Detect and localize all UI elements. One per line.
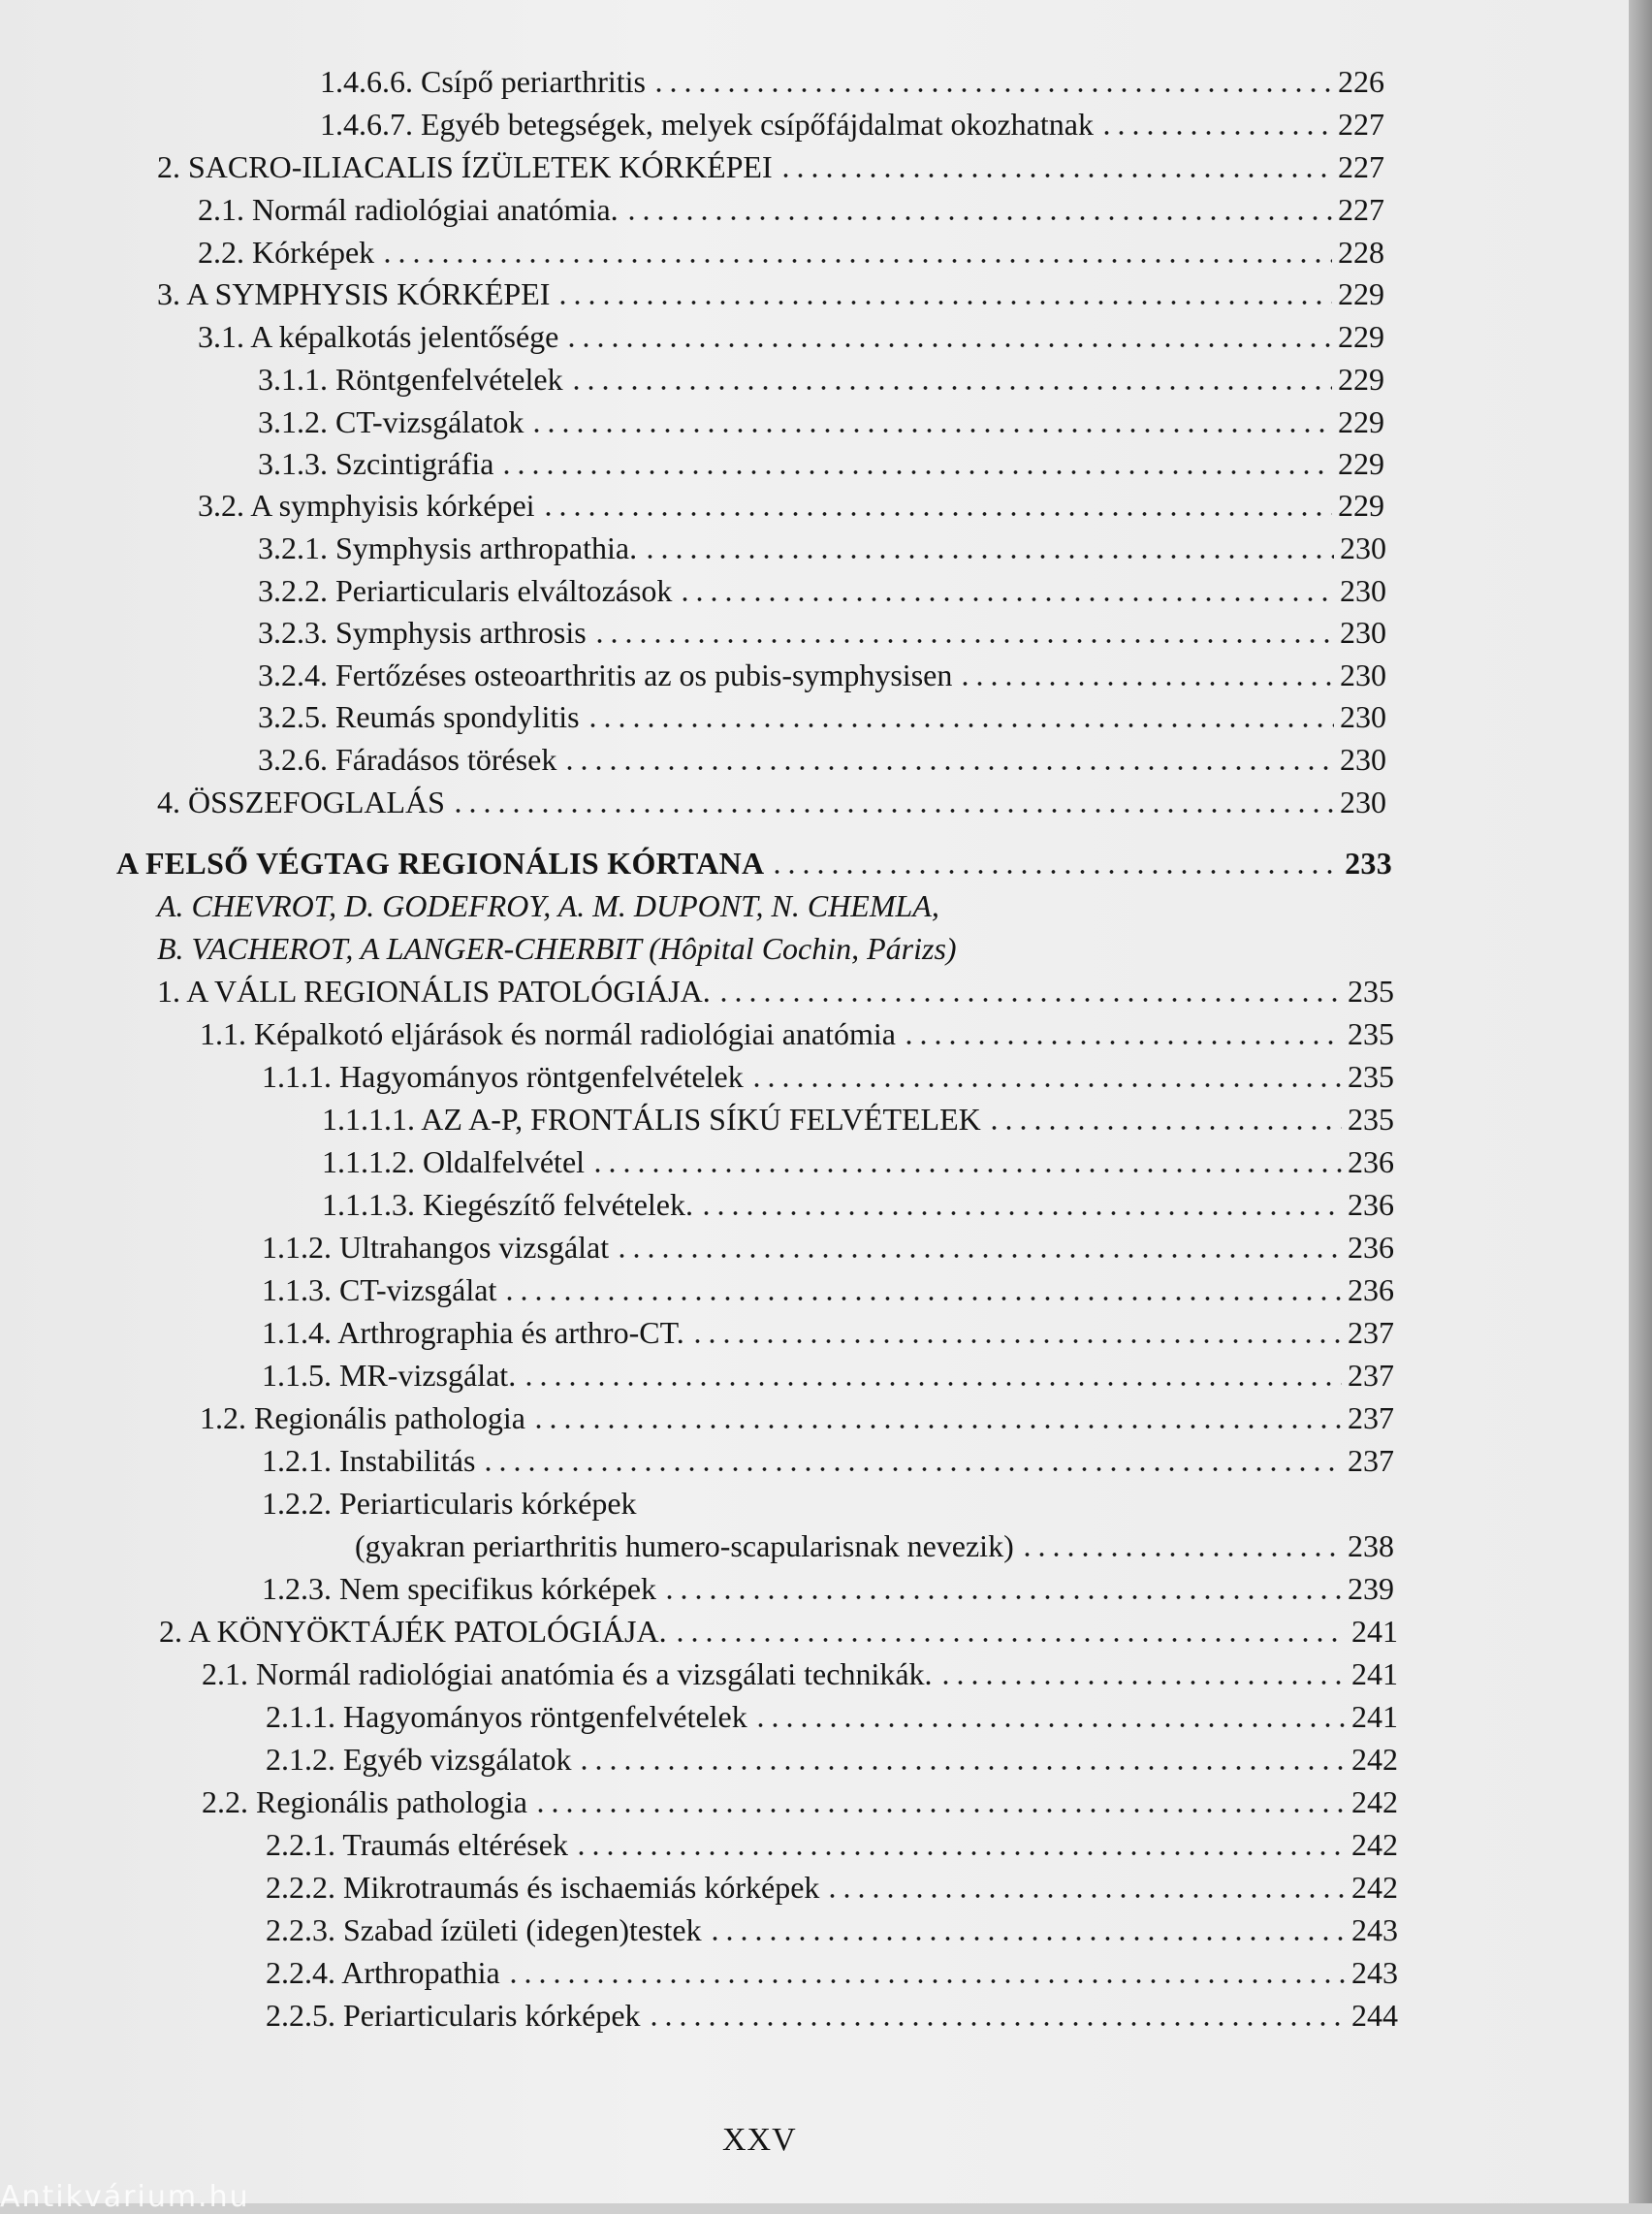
toc-entry	[258, 399, 1384, 441]
toc-entry-label: 3.1.3. Szcintigráfia	[258, 446, 494, 481]
leader-dots	[1099, 131, 1332, 135]
toc-entry	[262, 1352, 1394, 1395]
leader-dots	[574, 1851, 1346, 1855]
toc-entry	[157, 144, 1384, 186]
toc-entry-label: 1.1.4. Arthrographia és arthro-CT.	[262, 1315, 684, 1350]
toc-entry-page: 230	[1340, 573, 1386, 608]
toc-entry	[258, 609, 1386, 652]
toc-entry	[258, 440, 1384, 483]
toc-entry	[258, 356, 1384, 399]
toc-entry	[258, 693, 1386, 736]
toc-entry-page: 235	[1348, 974, 1394, 1009]
toc-entry-label: 1.2.3. Nem specifikus kórképek	[262, 1571, 657, 1606]
toc-entry	[258, 567, 1386, 610]
leader-dots	[522, 1382, 1342, 1386]
leader-dots	[592, 639, 1334, 643]
toc-entry-page: 230	[1340, 615, 1386, 650]
toc-entry-label: 1.1.5. MR-vizsgálat.	[262, 1358, 517, 1393]
toc-entry-page: 235	[1348, 1016, 1394, 1051]
leader-dots	[647, 2022, 1346, 2026]
toc-entry-label: 2.2.3. Szabad ízületi (idegen)testek	[266, 1912, 702, 1947]
toc-entry-label: 2.1. Normál radiológiai anatómia.	[198, 192, 619, 227]
leader-dots	[753, 1723, 1346, 1727]
page-number-footer: XXV	[722, 2122, 797, 2158]
toc-entry	[262, 1224, 1394, 1267]
leader-dots	[678, 597, 1334, 601]
toc-entry	[262, 1267, 1394, 1309]
toc-entry-page: 242	[1351, 1784, 1398, 1819]
toc-entry-label: 1.1.2. Ultrahangos vizsgálat	[262, 1230, 610, 1265]
toc-entry	[157, 968, 1394, 1011]
toc-entry-page: 233	[1345, 846, 1392, 881]
leader-dots	[502, 1297, 1342, 1300]
leader-dots	[673, 1638, 1346, 1642]
toc-entry-page: 229	[1338, 488, 1384, 523]
toc-entry-label: 2.2.5. Periarticularis kórképek	[266, 1998, 641, 2033]
leader-dots	[643, 555, 1334, 559]
toc-entry	[266, 1864, 1398, 1907]
toc-entry	[262, 1480, 1394, 1523]
leader-dots	[699, 1211, 1342, 1215]
toc-entry-page: 227	[1338, 149, 1384, 184]
toc-entry-label: 2. SACRO-ILIACALIS ÍZÜLETEK KÓRKÉPEI	[157, 149, 773, 184]
toc-entry	[198, 186, 1384, 229]
toc-entry-label: 1.1.1. Hagyományos röntgenfelvételek	[262, 1059, 744, 1094]
toc-entry-page: 241	[1351, 1614, 1398, 1649]
toc-entry-page: 242	[1351, 1870, 1398, 1905]
toc-entry-label: 1.4.6.6. Csípő periarthritis	[320, 64, 646, 99]
toc-entry-page: 229	[1338, 404, 1384, 439]
toc-entry	[202, 1779, 1398, 1821]
leader-dots	[533, 1809, 1346, 1813]
toc-entry-page: 235	[1348, 1059, 1394, 1094]
toc-entry-label: 2.1.1. Hagyományos röntgenfelvételek	[266, 1699, 747, 1734]
toc-entry-page: 237	[1348, 1315, 1394, 1350]
toc-entry	[320, 58, 1384, 101]
toc-entry-page: 230	[1340, 699, 1386, 734]
toc-entry-label: 2.2.2. Mikrotraumás és ischaemiás kórképek	[266, 1870, 820, 1905]
toc-authors	[157, 882, 1320, 925]
toc-entry-label: 4. ÖSSZEFOGLALÁS	[157, 785, 445, 819]
toc-entry-page: 237	[1348, 1400, 1394, 1435]
leader-dots	[569, 386, 1332, 390]
toc-entry-label: 1.1. Képalkotó eljárások és normál radiológiai anatómia	[200, 1016, 896, 1051]
leader-dots	[690, 1339, 1342, 1343]
toc-entry-page: 241	[1351, 1699, 1398, 1734]
toc-entry-page: 227	[1338, 192, 1384, 227]
toc-entry-page: 242	[1351, 1742, 1398, 1777]
toc-entry-page: 242	[1351, 1827, 1398, 1862]
toc-entry-page: 235	[1348, 1102, 1394, 1137]
toc-entry	[262, 1437, 1394, 1480]
toc-entry	[266, 1821, 1398, 1864]
toc-entry-page: 236	[1348, 1144, 1394, 1179]
toc-entry	[266, 1693, 1398, 1736]
toc-entry-page: 237	[1348, 1358, 1394, 1393]
toc-entry-page: 239	[1348, 1571, 1394, 1606]
toc-entry-page: 236	[1348, 1230, 1394, 1265]
toc-entry-label: 3.2.1. Symphysis arthropathia.	[258, 530, 638, 565]
toc-entry-label: 1. A VÁLL REGIONÁLIS PATOLÓGIÁJA.	[157, 974, 711, 1009]
toc-entry-label: 1.2.1. Instabilitás	[262, 1443, 476, 1478]
toc-entry-label: 2.2.1. Traumás eltérések	[266, 1827, 568, 1862]
toc-entry-label: 3.2.3. Symphysis arthrosis	[258, 615, 587, 650]
toc-entry-label: 3.2.2. Periarticularis elváltozások	[258, 573, 673, 608]
toc-entry	[200, 1011, 1394, 1053]
toc-entry	[200, 1395, 1394, 1437]
leader-dots	[770, 870, 1339, 874]
toc-entry	[258, 652, 1386, 694]
leader-dots	[624, 216, 1332, 220]
leader-dots	[615, 1254, 1342, 1258]
toc-entry-label: 3.1.1. Röntgenfelvételek	[258, 362, 563, 397]
toc-authors	[157, 925, 1320, 968]
leader-dots	[577, 1766, 1346, 1770]
toc-entry	[198, 229, 1384, 272]
leader-dots	[380, 259, 1332, 263]
toc-entry-label: (gyakran periarthritis humero-scapularisnak nevezik)	[355, 1528, 1014, 1563]
leader-dots	[451, 809, 1334, 813]
toc-entry-label: 3.2.6. Fáradásos törések	[258, 742, 557, 777]
toc-entry-label: 1.1.1.1. AZ A-P, FRONTÁLIS SÍKÚ FELVÉTELEK	[322, 1102, 981, 1137]
leader-dots	[562, 766, 1334, 770]
toc-entry-label: A FELSŐ VÉGTAG REGIONÁLIS KÓRTANA	[116, 846, 765, 881]
toc-entry	[198, 313, 1384, 356]
toc-entry-page: 229	[1338, 362, 1384, 397]
toc-entry-label: 3.1.2. CT-vizsgálatok	[258, 404, 524, 439]
leader-dots	[716, 998, 1342, 1002]
toc-entry-label: 1.2.2. Periarticularis kórképek	[262, 1486, 637, 1521]
toc-entry	[258, 736, 1386, 779]
toc-entry	[322, 1096, 1394, 1139]
toc-entry	[198, 482, 1384, 525]
leader-dots	[708, 1937, 1346, 1941]
toc-entry-label: 1.2. Regionális pathologia	[200, 1400, 525, 1435]
toc-entry-page: 230	[1340, 742, 1386, 777]
toc-entry-label: 2.1. Normál radiológiai anatómia és a vizsgálati technikák.	[202, 1656, 933, 1691]
leader-dots	[531, 1425, 1342, 1428]
toc-entry-page: 229	[1338, 319, 1384, 354]
leader-dots	[1020, 1553, 1342, 1556]
toc-entry-page: 230	[1340, 530, 1386, 565]
toc-entry	[320, 101, 1384, 144]
leader-dots	[586, 723, 1334, 727]
leader-dots	[749, 1083, 1342, 1087]
toc-entry	[322, 1139, 1394, 1181]
leader-dots	[651, 88, 1332, 92]
toc-entry	[355, 1523, 1394, 1565]
toc-entry	[159, 1608, 1398, 1651]
leader-dots	[529, 429, 1332, 433]
toc-entry-page: 236	[1348, 1187, 1394, 1222]
toc-entry-page: 227	[1338, 107, 1384, 142]
leader-dots	[481, 1467, 1342, 1471]
toc-entry-page: 230	[1340, 658, 1386, 692]
toc-entry-label: 1.1.3. CT-vizsgálat	[262, 1272, 497, 1307]
toc-entry-page: 226	[1338, 64, 1384, 99]
toc-entry-page: 243	[1351, 1955, 1398, 1990]
toc-entry	[266, 1949, 1398, 1992]
toc-entry-page: 236	[1348, 1272, 1394, 1307]
leader-dots	[825, 1894, 1346, 1898]
toc-entry-label: 2. A KÖNYÖKTÁJÉK PATOLÓGIÁJA.	[159, 1614, 667, 1649]
toc-entry-label: 3.1. A képalkotás jelentősége	[198, 319, 559, 354]
toc-entry	[157, 779, 1386, 821]
toc-entry	[266, 1736, 1398, 1779]
leader-dots	[564, 343, 1332, 347]
leader-dots	[778, 174, 1332, 177]
toc-entry	[322, 1181, 1394, 1224]
toc-entry-label: B. VACHEROT, A LANGER-CHERBIT (Hôpital Cochin, Párizs)	[157, 931, 957, 966]
book-spine-edge	[1629, 0, 1652, 2203]
toc-entry	[262, 1565, 1394, 1608]
toc-entry-page: 241	[1351, 1656, 1398, 1691]
leader-dots	[902, 1041, 1342, 1044]
toc-entry-page: 237	[1348, 1443, 1394, 1478]
leader-dots	[556, 301, 1332, 305]
toc-entry-page: 229	[1338, 276, 1384, 311]
leader-dots	[662, 1595, 1342, 1599]
toc-entry-page: 230	[1340, 785, 1386, 819]
leader-dots	[987, 1126, 1342, 1130]
toc-entry	[262, 1053, 1394, 1096]
toc-entry-label: 3.2.4. Fertőzéses osteoarthritis az os pubis-symphysisen	[258, 658, 953, 692]
toc-entry-page: 244	[1351, 1998, 1398, 2033]
toc-entry	[202, 1651, 1398, 1693]
toc-entry-page: 243	[1351, 1912, 1398, 1947]
toc-entry-page: 238	[1348, 1528, 1394, 1563]
toc-entry-label: 2.2. Kórképek	[198, 235, 375, 270]
toc-entry	[157, 271, 1384, 313]
toc-entry-page: 229	[1338, 446, 1384, 481]
leader-dots	[499, 470, 1332, 474]
toc-entry-label: 1.4.6.7. Egyéb betegségek, melyek csípőfájdalmat okozhatnak	[320, 107, 1094, 142]
leader-dots	[590, 1169, 1342, 1172]
toc-entry-page: 228	[1338, 235, 1384, 270]
leader-dots	[541, 512, 1332, 516]
toc-entry	[266, 1907, 1398, 1949]
toc-entry	[262, 1309, 1394, 1352]
leader-dots	[958, 682, 1334, 686]
toc-entry-label: 3. A SYMPHYSIS KÓRKÉPEI	[157, 276, 551, 311]
toc-entry	[266, 1992, 1398, 2035]
toc-entry	[258, 525, 1386, 567]
toc-entry-label: 2.2. Regionális pathologia	[202, 1784, 527, 1819]
toc-entry-label: 2.2.4. Arthropathia	[266, 1955, 500, 1990]
leader-dots	[938, 1681, 1346, 1685]
leader-dots	[506, 1979, 1346, 1983]
toc-entry-label: 3.2.5. Reumás spondylitis	[258, 699, 580, 734]
toc-entry-label: A. CHEVROT, D. GODEFROY, A. M. DUPONT, N. CHEMLA,	[157, 888, 939, 923]
toc-entry-label: 1.1.1.3. Kiegészítő felvételek.	[322, 1187, 693, 1222]
toc-entry-label: 2.1.2. Egyéb vizsgálatok	[266, 1742, 572, 1777]
watermark: Antikvárium.hu	[0, 2180, 250, 2214]
toc-chapter-heading	[116, 840, 1392, 882]
toc-entry-label: 1.1.1.2. Oldalfelvétel	[322, 1144, 586, 1179]
toc-entry-label: 3.2. A symphyisis kórképei	[198, 488, 535, 523]
